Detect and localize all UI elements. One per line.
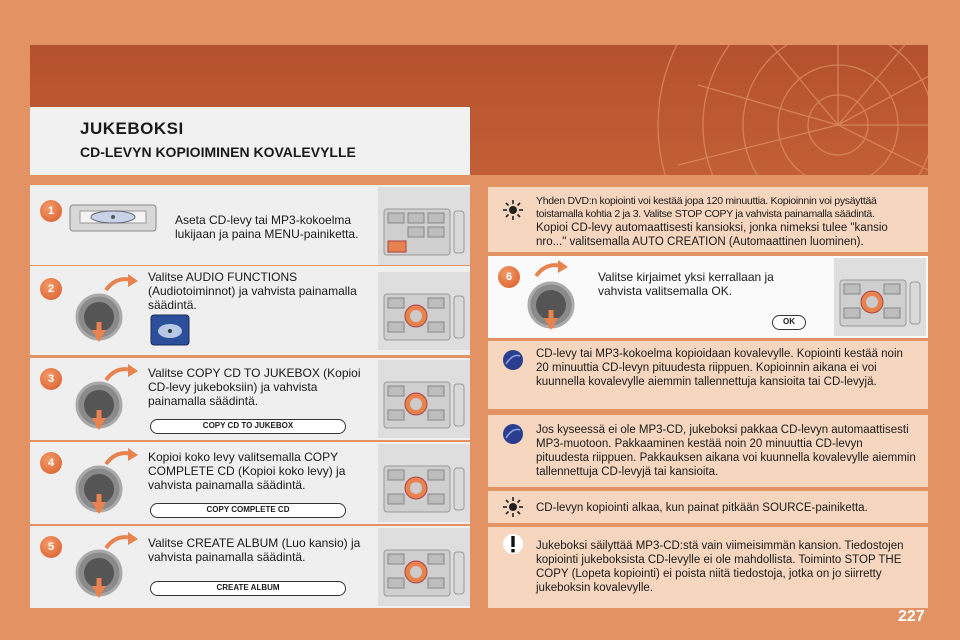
audio-functions-icon [150, 314, 190, 346]
note-text: CD-levyn kopiointi alkaa, kun painat pitkään SOURCE-painiketta. [536, 502, 868, 514]
radio-panel-menu-illustration [378, 187, 470, 265]
step-1 [30, 185, 470, 265]
rotate-arrow-icon [102, 272, 140, 294]
note-source-button [488, 491, 928, 523]
step-2 [30, 265, 470, 355]
step-text: Valitse AUDIO FUNCTIONS (Audiotoiminnot) ja vahvista painamalla säädintä. [148, 270, 357, 312]
cd-player-illustration [68, 199, 158, 237]
note-mp3-compression [488, 415, 928, 487]
step-text: Kopioi koko levy valitsemalla COPY COMPLETE CD (Kopioi koko levy) ja vahvista painamalla säädintä. [148, 450, 346, 492]
page-subtitle: CD-LEVYN KOPIOIMINEN KOVALEVYLLE [80, 144, 356, 160]
note-text: CD-levy tai MP3-kokoelma kopioidaan kovalevylle. Kopiointi kestää noin 20 minuuttia CD-levyn pituudesta riippuen. Kopioinnin aikana ei voi kuunnella kovalevylle aiemmin tallennettuja kansioita tai CD-levyjä. [536, 348, 903, 388]
rotate-arrow-icon [532, 258, 570, 280]
selector-knob-icon [74, 292, 124, 342]
step-5 [30, 526, 470, 608]
page-title: JUKEBOKSI [80, 119, 184, 138]
note-text: Jukeboksi säilyttää MP3-CD:stä vain viimeisimmän kansion. Tiedostojen kopiointi jukeboksista CD-levylle ei ole mahdollista. Toiminto STOP THE COPY (Lopeta kopiointi) ei poista niitä tiedostoja, jotka on jo siirretty jukeboksin kovalevylle. [536, 540, 904, 594]
step-number-badge: 3 [40, 368, 62, 390]
selector-knob-icon [526, 280, 576, 330]
copy-complete-cd-button[interactable]: COPY COMPLETE CD [150, 503, 346, 518]
note-text: Yhden DVD:n kopiointi voi kestää jopa 120 minuuttia. Kopioinnin voi pysäyttää toistamalla kohtia 2 ja 3. Valitse STOP COPY ja vahvista painamalla säädintä. [536, 195, 877, 220]
step-4 [30, 442, 470, 524]
step-text: Valitse CREATE ALBUM (Luo kansio) ja vahvista painamalla säädintä. [148, 536, 361, 564]
radio-panel-knob-illustration [378, 272, 470, 350]
step-text: Aseta CD-levy tai MP3-kokoelma lukijaan ja paina MENU-painiketta. [175, 213, 359, 241]
radio-panel-knob-illustration [378, 528, 470, 606]
step-number-badge: 4 [40, 452, 62, 474]
copy-cd-to-jukebox-button[interactable]: COPY CD TO JUKEBOX [150, 419, 346, 434]
warning-exclamation-icon [502, 533, 524, 555]
radio-panel-knob-illustration [378, 444, 470, 522]
info-disc-icon [502, 349, 524, 371]
sun-tip-icon [502, 496, 524, 518]
note-warning [488, 527, 928, 608]
note-text: Kopioi CD-levy automaattisesti kansioksi, jonka nimeksi tulee "kansio nro..." valitsemalla AUTO CREATION (Automaattinen luominen). [536, 222, 888, 248]
sunburst-graphic [508, 45, 928, 175]
create-album-button[interactable]: CREATE ALBUM [150, 581, 346, 596]
page-number: 227 [898, 608, 925, 625]
note-text: Jos kyseessä ei ole MP3-CD, jukeboksi pakkaa CD-levyn automaattisesti MP3-muotoon. Pakkaaminen kestää noin 20 minuuttia CD-levyn pituudesta riippuen. Pakkauksen aikana voi kuunnella kovalevylle aiemmin tallennettuja CD-levyjä tai kansioita. [536, 424, 916, 478]
selector-knob-icon [74, 380, 124, 430]
sun-tip-icon [502, 199, 524, 221]
step-text: Valitse COPY CD TO JUKEBOX (Kopioi CD-levy jukeboksiin) ja vahvista painamalla säädintä. [148, 366, 361, 408]
note-dvd-copy-time [488, 187, 928, 252]
step-number-badge: 1 [40, 200, 62, 222]
step-number-badge: 5 [40, 536, 62, 558]
step-6 [488, 256, 928, 338]
selector-knob-icon [74, 548, 124, 598]
step-number-badge: 6 [498, 266, 520, 288]
note-copy-duration [488, 341, 928, 409]
ok-button[interactable]: OK [772, 315, 806, 330]
selector-knob-icon [74, 464, 124, 514]
step-number-badge: 2 [40, 278, 62, 300]
radio-panel-knob-illustration [834, 258, 926, 336]
step-text: Valitse kirjaimet yksi kerrallaan ja vahvista valitsemalla OK. [598, 270, 774, 298]
radio-panel-knob-illustration [378, 360, 470, 438]
info-disc-icon [502, 423, 524, 445]
title-block [30, 107, 470, 175]
step-3 [30, 358, 470, 440]
